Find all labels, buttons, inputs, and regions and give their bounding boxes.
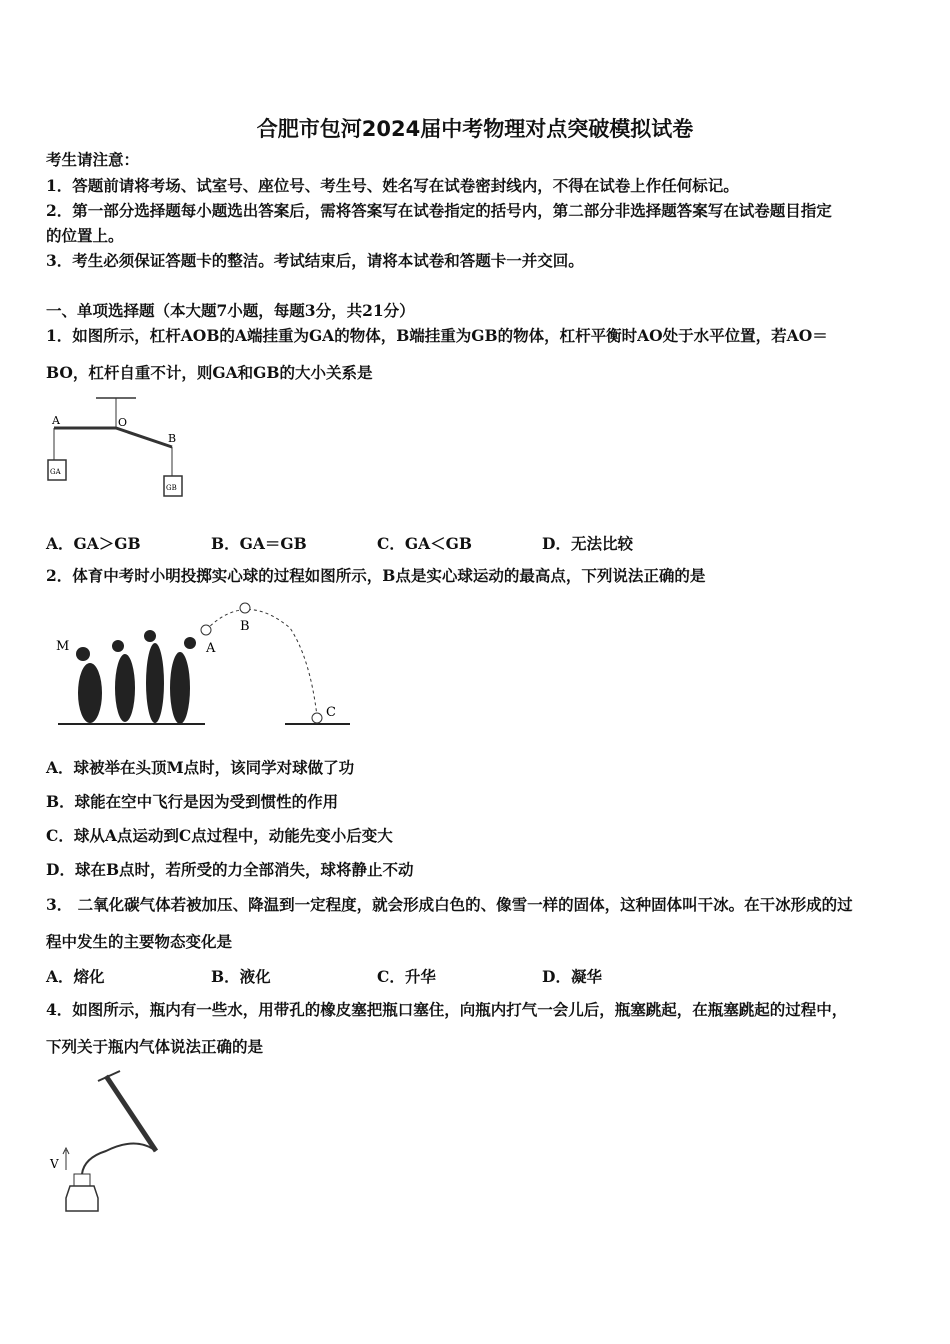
- q2-option-b: B．球能在空中飞行是因为受到惯性的作用: [46, 792, 339, 811]
- label-m: M: [56, 639, 70, 654]
- question-3-text: 3． 二氧化碳气体若被加压、降温到一定程度，就会形成白色的、像雪一样的固体，这种固体叫干冰。在干冰形成的过: [46, 895, 853, 914]
- label-c: C: [326, 705, 336, 720]
- label-b: B: [240, 619, 250, 634]
- lever-figure: [44, 392, 184, 502]
- bottle-pump-figure: [46, 1066, 176, 1221]
- q2-option-c: C．球从A点运动到C点过程中，动能先变小后变大: [46, 826, 393, 845]
- shot-put-figure: [50, 598, 360, 738]
- q1-option-c: C．GA＜GB: [377, 534, 472, 553]
- label-b: B: [168, 432, 177, 445]
- notice-item: 3．考生必须保证答题卡的整洁。考试结束后，请将本试卷和答题卡一并交回。: [46, 251, 584, 270]
- question-4-text: 4．如图所示，瓶内有一些水，用带孔的橡皮塞把瓶口塞住，向瓶内打气一会儿后，瓶塞跳起，在瓶塞跳起的过程中，: [46, 1000, 848, 1019]
- q2-option-d: D．球在B点时，若所受的力全部消失，球将静止不动: [46, 860, 414, 879]
- label-o: O: [118, 416, 128, 429]
- question-4-text: 下列关于瓶内气体说法正确的是: [46, 1037, 264, 1056]
- q3-option-b: B．液化: [211, 967, 271, 986]
- question-1-text: BO，杠杆自重不计，则GA和GB的大小关系是: [46, 363, 373, 382]
- label-a: A: [52, 414, 60, 427]
- label-v: V: [50, 1157, 59, 1171]
- q3-option-c: C．升华: [377, 967, 436, 986]
- notice-heading: 考生请注意：: [46, 150, 140, 169]
- question-2-text: 2．体育中考时小明投掷实心球的过程如图所示，B点是实心球运动的最高点，下列说法正确的是: [46, 566, 706, 585]
- section-heading: 一、单项选择题（本大题7小题，每题3分，共21分）: [46, 301, 415, 320]
- q1-option-a: A．GA＞GB: [46, 534, 141, 553]
- label-a: A: [206, 641, 216, 656]
- q1-option-d: D．无法比较: [542, 534, 633, 553]
- q1-option-b: B．GA＝GB: [211, 534, 307, 553]
- notice-item: 1．答题前请将考场、试室号、座位号、考生号、姓名写在试卷密封线内，不得在试卷上作任何标记。: [46, 176, 739, 195]
- q3-option-d: D．凝华: [542, 967, 602, 986]
- notice-item: 的位置上。: [46, 226, 124, 245]
- question-3-text: 程中发生的主要物态变化是: [46, 932, 233, 951]
- question-1-text: 1．如图所示，杠杆AOB的A端挂重为GA的物体，B端挂重为GB的物体，杠杆平衡时AO处于水平位置，若AO＝: [46, 326, 828, 345]
- q3-option-a: A．熔化: [46, 967, 105, 986]
- notice-item: 2．第一部分选择题每小题选出答案后，需将答案写在试卷指定的括号内，第二部分非选择题答案写在试卷题目指定: [46, 201, 832, 220]
- q2-option-a: A．球被举在头顶M点时，该同学对球做了功: [46, 758, 355, 777]
- page-title: 合肥市包河2024届中考物理对点突破模拟试卷: [256, 117, 694, 141]
- label-gb: GB: [166, 484, 177, 492]
- label-ga: GA: [50, 468, 61, 476]
